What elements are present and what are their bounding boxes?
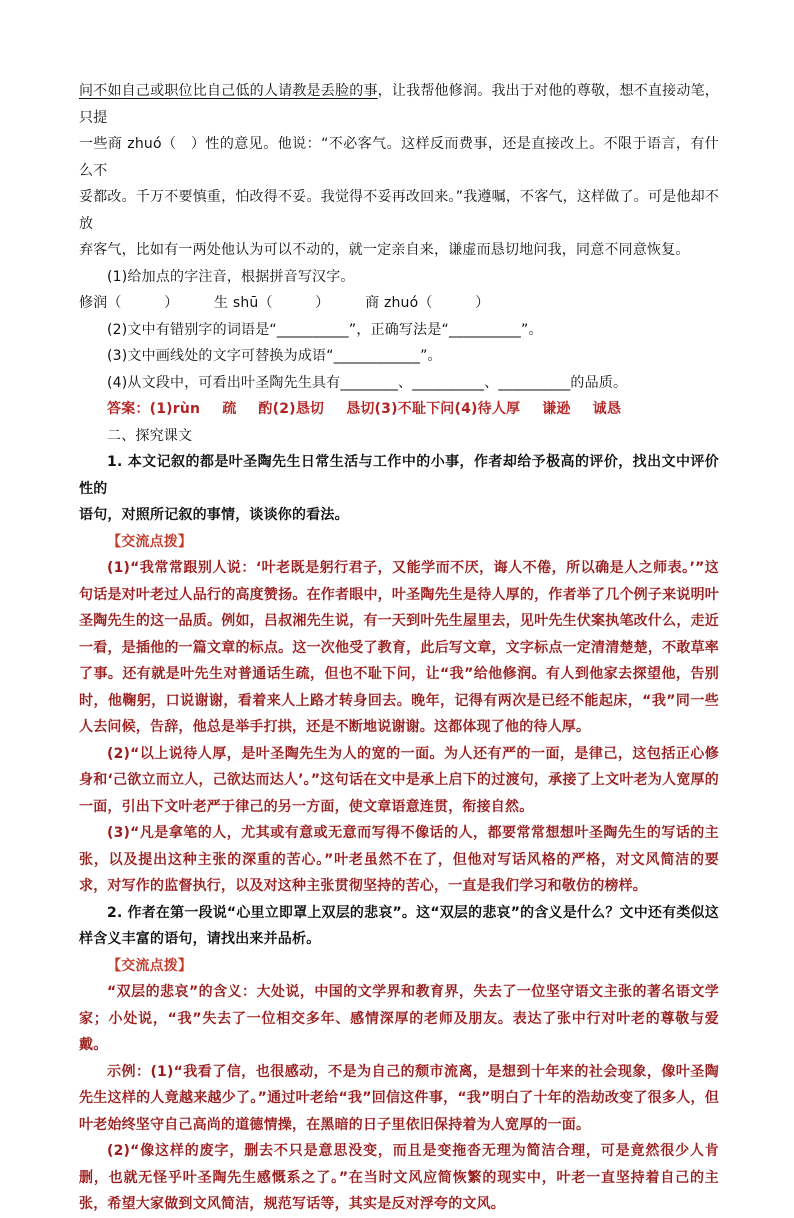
answer-line: 答案：(1)rùn 疏 酌(2)恳切 恳切(3)不耻下问(4)待人厚 谦逊 诚恳 — [107, 401, 622, 417]
inquiry-question-1-line-1: 1. 本文记叙的都是叶圣陶先生日常生活与工作中的小事，作者却给予极高的评价，找出文中评价性的 — [79, 454, 719, 497]
inquiry-question-2-line-2: 样含义丰富的语句，请找出来并品析。 — [79, 931, 321, 947]
discussion-paragraph-2: (2)“以上说待人厚，是叶圣陶先生为人的宽的一面。为人还有严的一面，是律己，这包括正心修身和‘己欲立而立人，己欲达而达人’。”这句话在文中是承上启下的过渡句，承接了上文叶老为人宽厚的一面，引出下文叶老严于律己的另一方面，使文章语意连贯，衔接自然。 — [79, 745, 719, 815]
discussion-paragraph-1: (1)“我常常跟别人说：‘叶老既是躬行君子，又能学而不厌，诲人不倦，所以确是人之师表。’”这句话是对叶老过人品行的高度赞扬。在作者眼中，叶圣陶先生是待人厚的，作者举了几个例子来说明叶圣陶先生的这一品质。例如，吕叔湘先生说，有一天到叶先生屋里去，见叶先生伏案执笔改什么，走近一看，是插他的一篇文章的标点。这一次他受了教育，此后写文章，文字标点一定清清楚楚，不敢草率了事。还有就是叶先生对普通话生疏，但也不耻下问，让“我”给他修润。有人到他家去探望他，告别时，他鞠躬，口说谢谢，看着来人上路才转身回去。晚年，记得有两次是已经不能起床，“我”同一些人去问候，告辞，他总是举手打拱，还是不断地说谢谢。这都体现了他的待人厚。 — [79, 560, 719, 735]
underlined-phrase: 问不如自己或职位比自己低的人请教是丢脸的事 — [79, 83, 378, 99]
document-content — [79, 78, 719, 1218]
question-1: (1)给加点的字注音，根据拼音写汉字。 — [107, 268, 355, 285]
passage-line-3: 妥都改。千万不要慎重，怕改得不妥。我觉得不妥再改回来。”我遵嘱，不客气，这样做了。可是他却不放 — [79, 189, 719, 232]
inquiry-question-2-line-1: 2. 作者在第一段说“心里立即罩上双层的悲哀”。这“双层的悲哀”的含义是什么？文中还有类似这 — [107, 904, 719, 921]
discussion-paragraph-3: (3)“凡是拿笔的人，尤其或有意或无意而写得不像话的人，都要常常想想叶圣陶先生的写话的主张，以及提出这种主张的深重的苦心。”叶老虽然不在了，但他对写话风格的严格，对文风简洁的要求，对写作的监督执行，以及对这种主张贯彻坚持的苦心，一直是我们学习和敬仿的榜样。 — [79, 825, 719, 894]
discussion-paragraph-4: “双层的悲哀”的含义：大处说，中国的文学界和教育界，失去了一位坚守语文主张的著名语文学家；小处说，“我”失去了一位相交多年、感情深厚的老师及朋友。表达了张中行对叶老的尊敬与爱戴。 — [79, 984, 719, 1053]
question-4: (4)从文段中，可看出叶圣陶先生具有________、__________、__________的品质。 — [107, 374, 628, 391]
question-2: (2)文中有错别字的词语是“__________”，正确写法是“__________”。 — [107, 321, 543, 338]
discussion-heading-2: 【交流点拨】 — [107, 957, 193, 974]
question-1-blanks: 修润（ ） 生 shū（ ） 商 zhuó（ ） — [79, 295, 490, 311]
passage-line-4: 弃客气，比如有一两处他认为可以不动的，就一定亲自来，谦虚而恳切地问我，同意不同意恢复。 — [79, 242, 690, 258]
question-3: (3)文中画线处的文字可替换为成语“____________”。 — [107, 348, 442, 364]
section-2-heading: 二、探究课文 — [107, 427, 193, 444]
discussion-paragraph-5: 示例：(1)“我看了信，也很感动，不是为自己的颓市流离，是想到十年来的社会现象，像叶圣陶先生这样的人竟越来越少了。”通过叶老给“我”回信这件事，“我”明白了十年的浩劫改变了很多人，但叶老始终坚守自己高尚的道德情操，在黑暗的日子里依旧保持着为人宽厚的一面。 — [79, 1063, 719, 1133]
inquiry-question-1-line-2: 语句，对照所记叙的事情，谈谈你的看法。 — [79, 507, 349, 523]
passage-line-2: 一些商 zhuó（ ）性的意见。他说：“不必客气。这样反而费事，还是直接改上。不限于语言，有什么不 — [79, 136, 719, 179]
discussion-paragraph-6: (2)“像这样的废字，删去不只是意思没变，而且是变拖沓无理为简洁合理，可是竟然很少人肯删，也就无怪乎叶圣陶先生感慨系之了。”在当时文风应简恢繁的现实中，叶老一直坚持着自己的主张，希望大家做到文风简洁，规范写话等，其实是反对浮夸的文风。 — [79, 1143, 719, 1212]
passage-line-1: 问不如自己或职位比自己低的人请教是丢脸的事，让我帮他修润。我出于对他的尊敬，想不直接动笔，只提 — [79, 83, 719, 126]
discussion-heading-1: 【交流点拨】 — [107, 533, 193, 550]
